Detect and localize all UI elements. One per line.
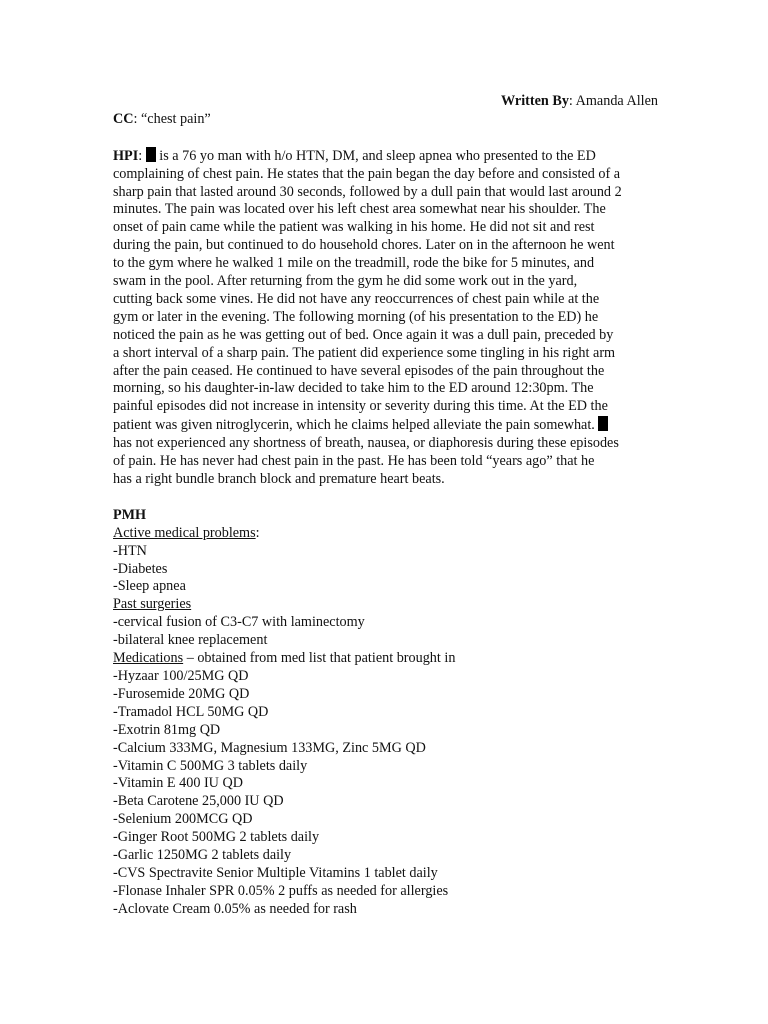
medications-heading	[113, 650, 658, 668]
author-line	[113, 93, 658, 111]
list-item: -CVS Spectravite Senior Multiple Vitamins 1 tablet daily	[113, 864, 438, 881]
written-by-label: Written By	[501, 93, 569, 109]
hpi-line: has a right bundle branch block and premature heart beats.	[113, 471, 445, 488]
active-problems-label: Active medical problems	[113, 524, 256, 541]
hpi-section	[113, 147, 658, 489]
hpi-text: is a 76 yo man with h/o HTN, DM, and sleep apnea who presented to the ED	[155, 147, 596, 164]
list-item: -Calcium 333MG, Magnesium 133MG, Zinc 5MG QD	[113, 739, 426, 756]
hpi-line	[113, 147, 658, 166]
hpi-line: swam in the pool. After returning from the gym he did some work out in the yard,	[113, 273, 578, 290]
list-item: -Sleep apnea	[113, 578, 186, 595]
hpi-line: noticed the pain as he was getting out of bed. Once again it was a dull pain, preceded by	[113, 326, 614, 343]
hpi-line: cutting back some vines. He did not have any reoccurrences of chest pain while at the	[113, 290, 600, 307]
cc-separator: :	[133, 110, 141, 127]
pmh-title: PMH	[113, 506, 147, 523]
hpi-separator: :	[138, 147, 146, 164]
hpi-text: patient was given nitroglycerin, which he claims helped alleviate the pain somewhat.	[113, 417, 599, 434]
list-item: -Vitamin C 500MG 3 tablets daily	[113, 757, 308, 774]
past-surgeries-heading: Past surgeries	[113, 596, 192, 613]
list-item: -Vitamin E 400 IU QD	[113, 775, 243, 792]
hpi-line: after the pain ceased. He continued to have several episodes of the pain throughout the	[113, 362, 605, 379]
written-by-separator: :	[568, 93, 576, 109]
list-item: -Selenium 200MCG QD	[113, 811, 253, 828]
cc-text: “chest pain”	[141, 110, 211, 127]
chief-complaint	[113, 111, 658, 129]
hpi-line: to the gym where he walked 1 mile on the treadmill, rode the bike for 5 minutes, and	[113, 255, 595, 272]
hpi-line	[113, 416, 658, 435]
list-item: -Diabetes	[113, 560, 168, 577]
hpi-line: onset of pain came while the patient was walking in his home. He did not sit and rest	[113, 219, 595, 236]
redaction-block	[146, 147, 156, 162]
list-item: -Exotrin 81mg QD	[113, 721, 221, 738]
hpi-line: complaining of chest pain. He states that the pain began the day before and consisted of a	[113, 165, 621, 182]
pmh-section	[113, 507, 658, 919]
list-item: -Tramadol HCL 50MG QD	[113, 703, 269, 720]
redaction-block	[598, 416, 608, 431]
list-item: -cervical fusion of C3-C7 with laminectomy	[113, 614, 365, 631]
medications-label: Medications	[113, 650, 184, 667]
hpi-line: gym or later in the evening. The following morning (of his presentation to the ED) he	[113, 308, 599, 325]
list-item: -Garlic 1250MG 2 tablets daily	[113, 847, 292, 864]
cc-label: CC	[113, 110, 134, 127]
author-name: Amanda Allen	[575, 93, 658, 109]
hpi-line: has not experienced any shortness of breath, nausea, or diaphoresis during these episodes	[113, 435, 619, 452]
hpi-line: painful episodes did not increase in intensity or severity during this time. At the ED the	[113, 398, 608, 415]
active-problems-suffix: :	[255, 524, 260, 541]
medications-note: – obtained from med list that patient brought in	[183, 650, 456, 667]
list-item: -Aclovate Cream 0.05% as needed for rash	[113, 900, 357, 917]
list-item: -Beta Carotene 25,000 IU QD	[113, 793, 284, 810]
active-problems-heading	[113, 525, 658, 543]
list-item: -Hyzaar 100/25MG QD	[113, 667, 249, 684]
hpi-line: during the pain, but continued to do household chores. Later on in the afternoon he went	[113, 237, 615, 254]
list-item: -Flonase Inhaler SPR 0.05% 2 puffs as needed for allergies	[113, 882, 449, 899]
hpi-line: a short interval of a sharp pain. The patient did experience some tingling in his right arm	[113, 344, 616, 361]
hpi-line: of pain. He has never had chest pain in the past. He has been told “years ago” that he	[113, 453, 595, 470]
medications-list	[113, 668, 658, 919]
hpi-label: HPI	[113, 147, 139, 164]
list-item: -Furosemide 20MG QD	[113, 685, 250, 702]
hpi-line: sharp pain that lasted around 30 seconds, followed by a dull pain that would last around 2	[113, 183, 622, 200]
list-item: -HTN	[113, 542, 147, 559]
list-item: -Ginger Root 500MG 2 tablets daily	[113, 829, 320, 846]
active-problems-list	[113, 543, 658, 597]
hpi-line: morning, so his daughter-in-law decided to take him to the ED around 12:30pm. The	[113, 380, 594, 397]
past-surgeries-list	[113, 614, 658, 650]
document-page	[113, 93, 658, 919]
list-item: -bilateral knee replacement	[113, 632, 268, 649]
hpi-line: minutes. The pain was located over his left chest area somewhat near his shoulder. The	[113, 201, 606, 218]
